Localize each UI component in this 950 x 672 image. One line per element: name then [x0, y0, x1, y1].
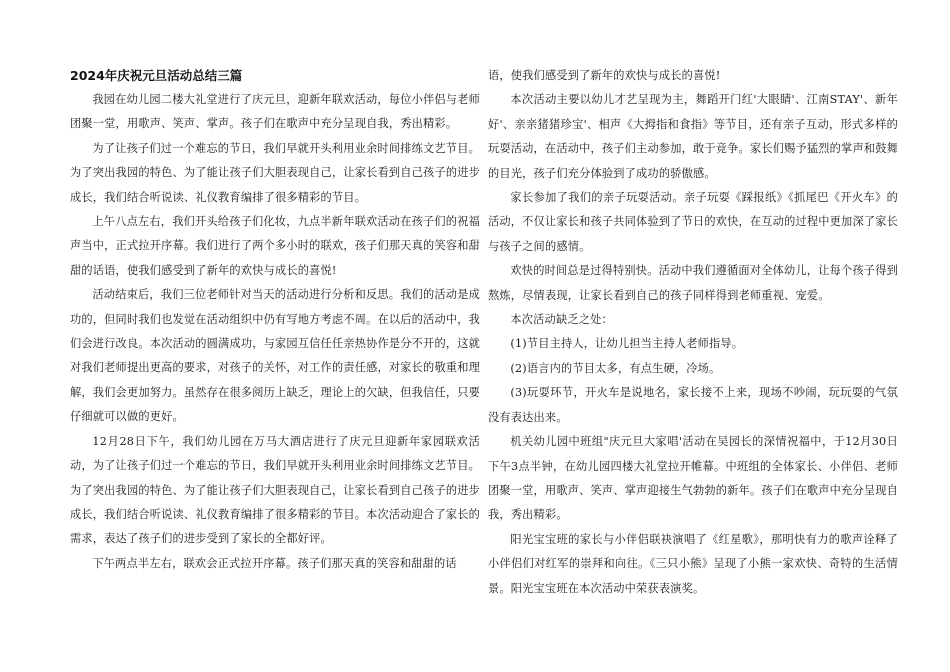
paragraph: 我园在幼儿园二楼大礼堂进行了庆元旦，迎新年联欢活动，每位小伴侣与老师团聚一堂，用歌声、笑声、掌声。孩子们在歌声中充分呈现自我，秀出精彩。 — [70, 93, 480, 131]
paragraph: 本次活动主要以幼儿才艺呈现为主，舞蹈开门红'大眼睛'、江南STAY'、新年好'、亲亲猪猪珍宝'、相声《大拇指和食指》等节目，还有亲子互动，形式多样的玩耍活动，在活动中，孩子们主动参加，敢于竞争。家长们赐予猛烈的掌声和鼓舞的目光，孩子们充分体验到了成功的骄傲感。 — [488, 93, 898, 180]
paragraph: 阳光宝宝班的家长与小伴侣联袂演唱了《红星歌》，那明快有力的歌声诠释了小伴侣们对红军的崇拜和向往。《三只小熊》呈现了小熊一家欢快、奇特的生活情景。阳光宝宝班在本次活动中荣获表演奖。 — [488, 532, 898, 595]
paragraph: 上午八点左右，我们开头给孩子们化妆，九点半新年联欢活动在孩子们的祝福声当中，正式拉开序幕。我们进行了两个多小时的联欢，孩子们那天真的笑容和甜甜的话语，使我们感受到了新年的欢快与成长的喜悦! — [70, 215, 480, 277]
paragraph: 家长参加了我们的亲子玩耍活动。亲子玩耍《踩报纸》《抓尾巴《开火车》的活动，不仅让家长和孩子共同体验到了节日的欢快，在互动的过程中更加深了家长与孩子之间的感情。 — [488, 191, 898, 253]
list-item: (2)语言内的节目太多，有点生硬，冷场。 — [510, 361, 721, 375]
paragraph: 为了让孩子们过一个难忘的节日，我们早就开头利用业余时间排练文艺节目。为了突出我园的特色、为了能让孩子们大胆表现自己，让家长看到自己孩子的进步成长，我们结合听说读、礼仪教育编排了很多精彩的节目。 — [70, 141, 480, 204]
left-column — [70, 64, 480, 576]
list-item: (1)节目主持人，让幼儿担当主持人老师指导。 — [510, 337, 744, 351]
paragraph-continued: 语，使我们感受到了新年的欢快与成长的喜悦! — [488, 69, 721, 82]
paragraph: 12月28日下午，我们幼儿园在万马大酒店进行了庆元旦迎新年家园联欢活动，为了让孩子们过一个难忘的节日，我们早就开头利用业余时间排练文艺节目。为了突出我园的特色、为了能让孩子们大胆表现自己，让家长看到自己孩子的进步成长，我们结合听说读、礼仪教育编排了很多精彩的节目。本次活动迎合了家长的需求，表达了孩子们的进步受到了家长的全都好评。 — [70, 434, 480, 546]
paragraph: 欢快的时间总是过得特别快。活动中我们遵循面对全体幼儿，让每个孩子得到熬炼，尽情表现，让家长看到自己的孩子同样得到老师重视、宠爱。 — [488, 264, 898, 302]
section-heading: 本次活动缺乏之处： — [510, 313, 613, 327]
list-item: (3)玩耍环节，开火车是说地名，家长接不上来，现场不吵闹，玩玩耍的气氛没有表达出来。 — [488, 386, 898, 424]
paragraph: 下午两点半左右，联欢会正式拉开序幕。孩子们那天真的笑容和甜甜的话 — [92, 556, 457, 570]
paragraph: 活动结束后，我们三位老师针对当天的活动进行分析和反思。我们的活动是成功的，但同时我们也发觉在活动组织中仍有写地方考虑不周。在以后的活动中，我们会进行改良。本次活动的圆满成功，与家园互信任任亲热协作是分不开的，这就对我们老师提出更高的要求，对孩子的关怀，对工作的责任感，对家长的敬重和理解，我们会更加努力。虽然存在很多阅历上缺乏，理论上的欠缺，但我信任，只要仔细就可以做的更好。 — [70, 288, 480, 424]
document-title: 2024年庆祝元旦活动总结三篇 — [70, 68, 243, 83]
paragraph: 机关幼儿园中班组"庆元旦大家唱'活动在吴园长的深情祝福中，于12月30日下午3点半钟，在幼儿园四楼大礼堂拉开帷幕。中班组的全体家长、小伴侣、老师团聚一堂，用歌声、笑声、掌声迎接生气勃勃的新年。孩子们在歌声中充分呈现自我，秀出精彩。 — [488, 435, 898, 522]
right-column — [488, 64, 898, 601]
